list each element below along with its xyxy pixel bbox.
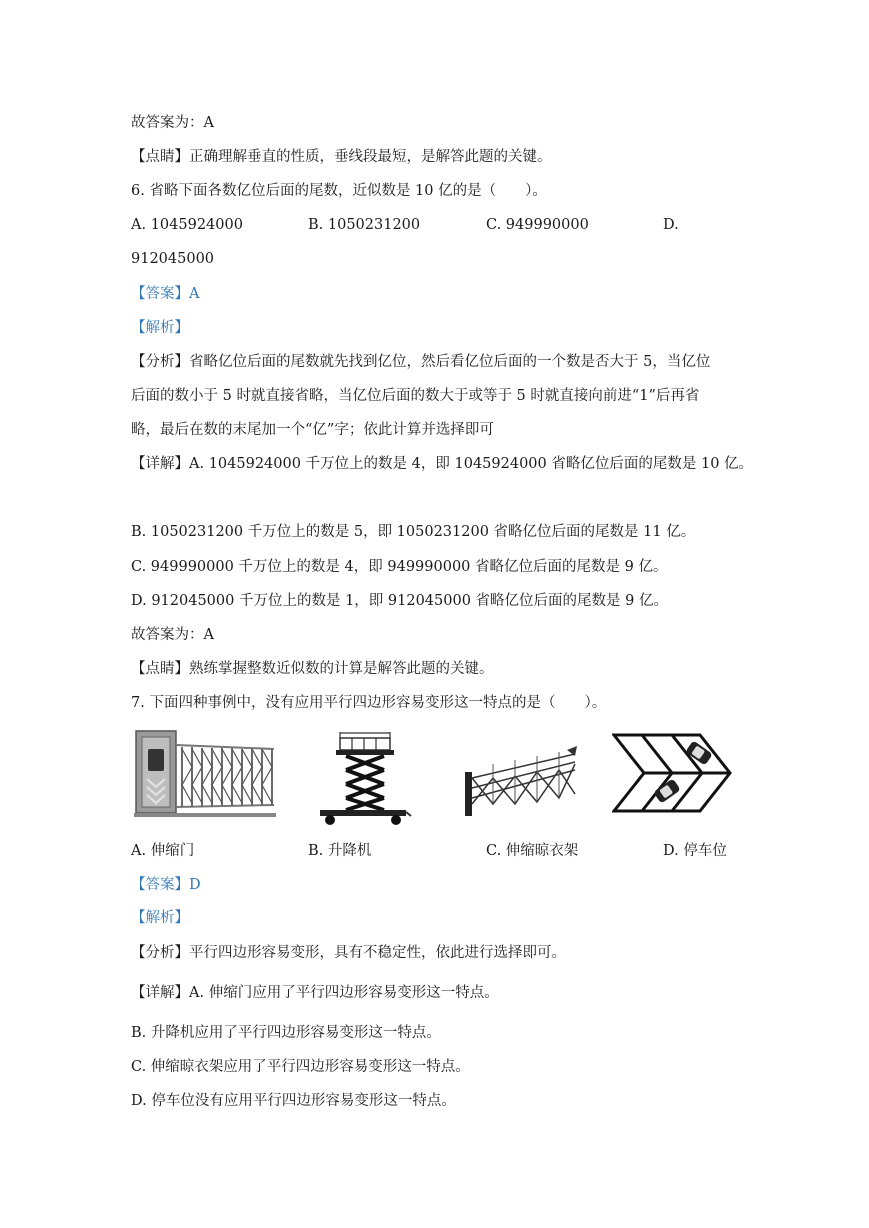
q6-option-d-value: 912045000 bbox=[131, 251, 215, 267]
q7-option-b: B. 升降机 bbox=[308, 843, 372, 859]
q7-detail-d: D. 停车位没有应用平行四边形容易变形这一特点。 bbox=[131, 1093, 456, 1109]
tip-prev: 【点睛】正确理解垂直的性质，垂线段最短，是解答此题的关键。 bbox=[131, 149, 552, 165]
q6-option-a: A. 1045924000 bbox=[131, 217, 243, 233]
q7-option-c: C. 伸缩晾衣架 bbox=[486, 843, 579, 859]
q6-option-c: C. 949990000 bbox=[486, 217, 589, 233]
q6-detail-a: 【详解】A. 1045924000 千万位上的数是 4，即 1045924000 省略亿位后面的尾数是 10 亿。 bbox=[131, 456, 754, 472]
q7-answer: 【答案】D bbox=[131, 877, 201, 893]
q6-answer: 【答案】A bbox=[131, 286, 200, 302]
q7-option-a: A. 伸缩门 bbox=[131, 843, 195, 859]
parking-spaces-image bbox=[612, 733, 732, 813]
q6-analysis-line-3: 略，最后在数的末尾加一个“亿”字；依此计算并选择即可 bbox=[131, 422, 494, 438]
q6-option-b: B. 1050231200 bbox=[308, 217, 421, 233]
q6-answer-line: 故答案为：A bbox=[131, 627, 214, 643]
q6-option-d: D. bbox=[663, 217, 679, 233]
answer-line-prev: 故答案为：A bbox=[131, 115, 214, 131]
clothes-rack-image bbox=[463, 744, 583, 820]
q6-stem: 6. 省略下面各数亿位后面的尾数，近似数是 10 亿的是（ ）。 bbox=[131, 183, 547, 199]
q6-analysis-label: 【解析】 bbox=[131, 320, 189, 336]
scissor-lift-image bbox=[312, 732, 412, 828]
q7-analysis: 【分析】平行四边形容易变形，具有不稳定性，依此进行选择即可。 bbox=[131, 945, 566, 961]
q7-detail-c: C. 伸缩晾衣架应用了平行四边形容易变形这一特点。 bbox=[131, 1059, 470, 1075]
q6-analysis-line-1: 【分析】省略亿位后面的尾数就先找到亿位，然后看亿位后面的一个数是否大于 5，当亿位 bbox=[131, 354, 711, 370]
retractable-gate-image bbox=[134, 727, 276, 821]
q6-detail-c: C. 949990000 千万位上的数是 4，即 949990000 省略亿位后面的尾数是 9 亿。 bbox=[131, 559, 668, 575]
q7-detail-b: B. 升降机应用了平行四边形容易变形这一特点。 bbox=[131, 1025, 441, 1041]
q7-option-d: D. 停车位 bbox=[663, 843, 727, 859]
q6-detail-b: B. 1050231200 千万位上的数是 5，即 1050231200 省略亿位后面的尾数是 11 亿。 bbox=[131, 524, 696, 540]
q7-stem: 7. 下面四种事例中，没有应用平行四边形容易变形这一特点的是（ ）。 bbox=[131, 695, 607, 711]
q6-tip: 【点睛】熟练掌握整数近似数的计算是解答此题的关键。 bbox=[131, 661, 494, 677]
q6-analysis-line-2: 后面的数小于 5 时就直接省略，当亿位后面的数大于或等于 5 时就直接向前进“1”后再省 bbox=[131, 388, 700, 404]
q7-detail-a: 【详解】A. 伸缩门应用了平行四边形容易变形这一特点。 bbox=[131, 985, 499, 1001]
q6-detail-d: D. 912045000 千万位上的数是 1，即 912045000 省略亿位后面的尾数是 9 亿。 bbox=[131, 593, 668, 609]
q7-analysis-label: 【解析】 bbox=[131, 910, 189, 926]
